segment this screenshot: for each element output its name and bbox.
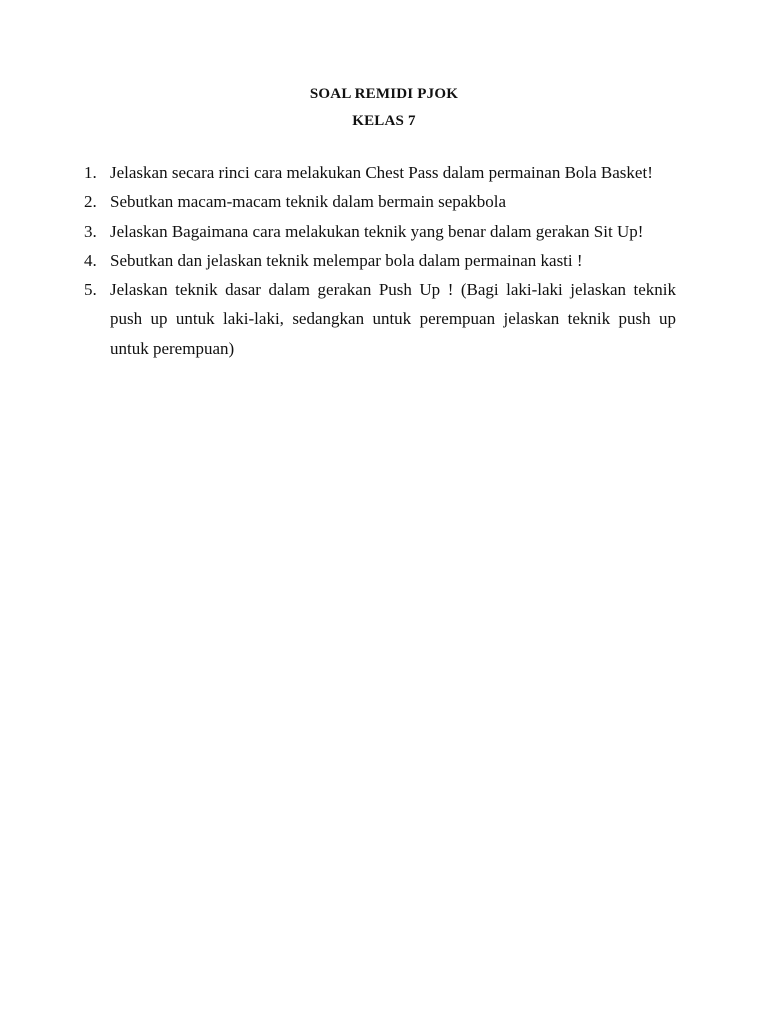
question-text: Jelaskan Bagaimana cara melakukan teknik yang benar dalam gerakan Sit Up! [110,221,644,241]
question-item-2 [84,187,676,216]
document-subtitle: KELAS 7 [352,113,416,129]
question-number: 3. [84,221,97,241]
question-number: 4. [84,250,97,270]
question-number: 5. [84,280,97,300]
question-text: Sebutkan dan jelaskan teknik melempar bola dalam permainan kasti ! [110,250,583,270]
question-text: Sebutkan macam-macam teknik dalam bermain sepakbola [110,192,507,212]
question-text: Jelaskan teknik dasar dalam gerakan Push Up ! (Bagi laki-laki jelaskan teknik push up untuk laki-laki, sedangkan untuk perempuan jelaskan teknik push up untuk perempuan) [110,280,676,358]
question-item-5 [84,275,676,363]
question-text: Jelaskan secara rinci cara melakukan Chest Pass dalam permainan Bola Basket! [110,163,653,182]
question-list [84,158,676,363]
question-item-4 [84,246,676,275]
document-title: SOAL REMIDI PJOK [309,86,459,102]
question-item-1 [84,158,676,187]
question-number: 1. [84,163,97,182]
question-item-3 [84,217,676,246]
question-number: 2. [84,192,97,212]
